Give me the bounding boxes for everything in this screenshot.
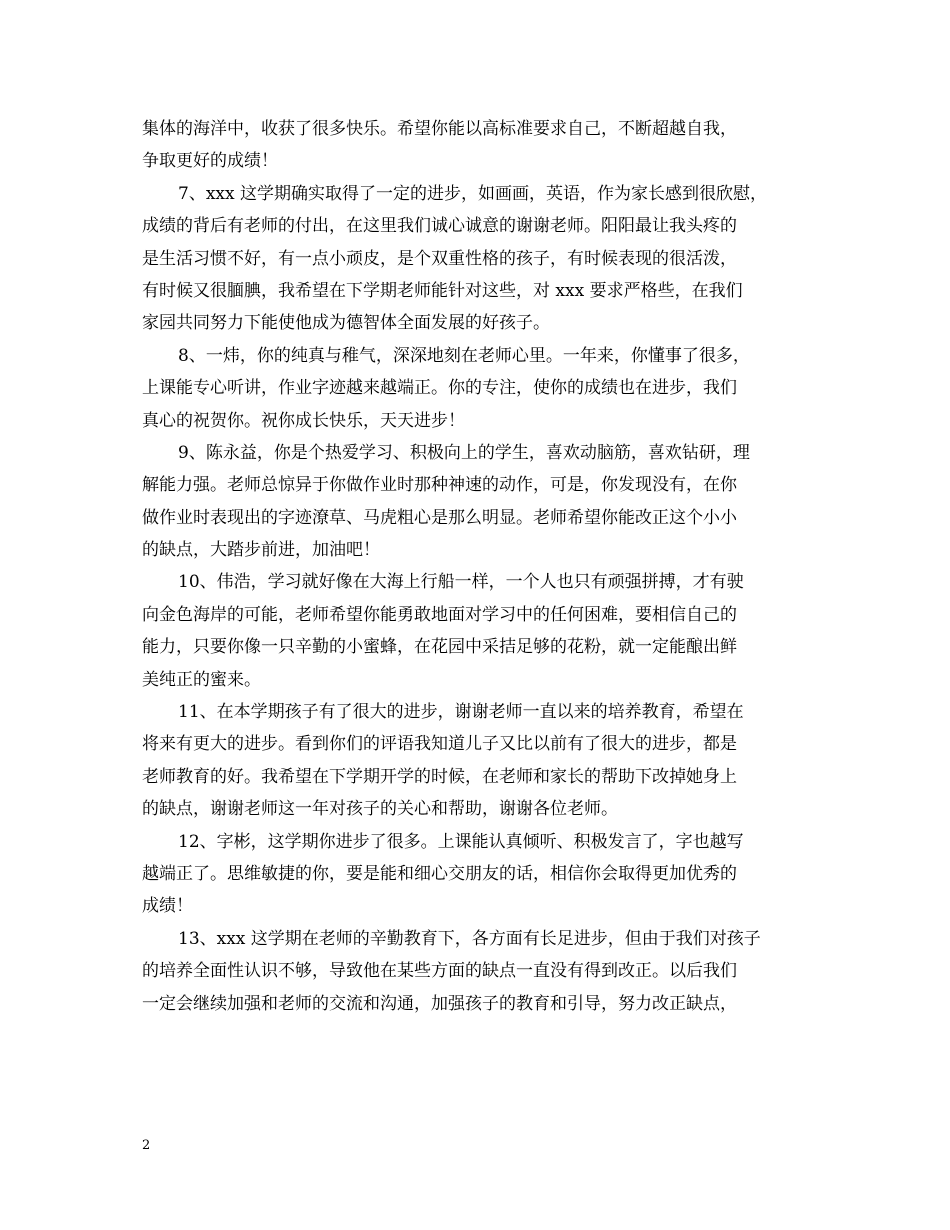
- text-line: 老师教育的好。我希望在下学期开学的时候，在老师和家长的帮助下改掉她身上: [142, 766, 737, 787]
- text-line: 的培养全面性认识不够，导致他在某些方面的缺点一直没有得到改正。以后我们: [142, 961, 737, 982]
- text-line: 做作业时表现出的字迹潦草、马虎粗心是那么明显。老师希望你能改正这个小小: [142, 507, 737, 528]
- text-line: 集体的海洋中，收获了很多快乐。希望你能以高标准要求自己，不断超越自我，: [142, 119, 737, 139]
- text-line: 9、陈永益，你是个热爱学习、积极向上的学生，喜欢动脑筋，喜欢钻研，理: [178, 442, 750, 463]
- text-line: 向金色海岸的可能，老师希望你能勇敢地面对学习中的任何困难，要相信自己的: [142, 604, 737, 625]
- text-line: 是生活习惯不好，有一点小顽皮，是个双重性格的孩子，有时候表现的很活泼，: [142, 248, 737, 269]
- text-line: 解能力强。老师总惊异于你做作业时那种神速的动作，可是，你发现没有，在你: [142, 475, 737, 496]
- text-line: 11、在本学期孩子有了很大的进步，谢谢老师一直以来的培养教育，希望在: [178, 702, 744, 723]
- text-line: 上课能专心听讲，作业字迹越来越端正。你的专注，使你的成绩也在进步，我们: [142, 378, 737, 399]
- text-line: 7、xxx 这学期确实取得了一定的进步，如画画，英语，作为家长感到很欣慰，: [178, 183, 767, 204]
- text-line: 有时候又很腼腆，我希望在下学期老师能针对这些，对 xxx 要求严格些，在我们: [142, 280, 743, 301]
- text-line: 12、字彬，这学期你进步了很多。上课能认真倾听、积极发言了，字也越写: [178, 831, 744, 852]
- text-line: 10、伟浩，学习就好像在大海上行船一样，一个人也只有顽强拼搏，才有驶: [178, 572, 744, 593]
- text-line: 一定会继续加强和老师的交流和沟通，加强孩子的教育和引导，努力改正缺点，: [142, 993, 737, 1014]
- text-line: 真心的祝贺你。祝你成长快乐，天天进步！: [142, 410, 465, 431]
- text-line: 成绩的背后有老师的付出，在这里我们诚心诚意的谢谢老师。阳阳最让我头疼的: [142, 216, 737, 237]
- body-text: [142, 113, 810, 1020]
- text-line: 家园共同努力下能使他成为德智体全面发展的好孩子。: [142, 313, 550, 334]
- text-line: 的缺点，谢谢老师这一年对孩子的关心和帮助，谢谢各位老师。: [142, 799, 618, 820]
- text-line: 8、一炜，你的纯真与稚气，深深地刻在老师心里。一年来，你懂事了很多，: [178, 345, 750, 366]
- text-line: 能力，只要你像一只辛勤的小蜜蜂，在花园中采拮足够的花粉，就一定能酿出鲜: [142, 637, 737, 658]
- text-line: 的缺点，大踏步前进，加油吧！: [142, 540, 380, 561]
- text-line: 越端正了。思维敏捷的你，要是能和细心交朋友的话，相信你会取得更加优秀的: [142, 863, 737, 884]
- text-line: 美纯正的蜜来。: [142, 669, 261, 690]
- text-line: 13、xxx 这学期在老师的辛勤教育下，各方面有长足进步，但由于我们对孩子: [178, 928, 761, 949]
- text-line: 将来有更大的进步。看到你们的评语我知道儿子又比以前有了很大的进步，都是: [142, 734, 737, 755]
- page-number: 2: [142, 1138, 151, 1153]
- text-line: 成绩！: [142, 896, 193, 917]
- text-line: 争取更好的成绩！: [142, 151, 278, 172]
